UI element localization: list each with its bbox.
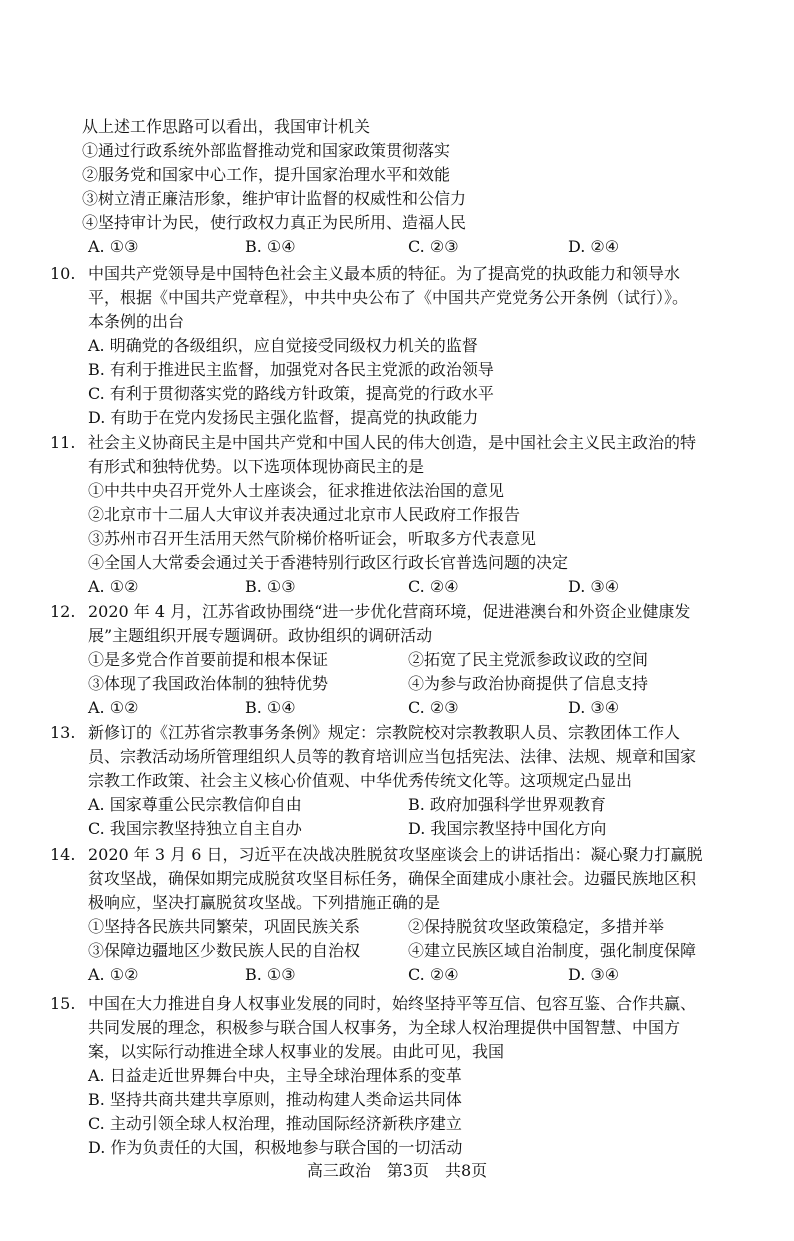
q15-stem-line-1: 中国在大力推进自身人权事业发展的同时，始终坚持平等互信、包容互鉴、合作共赢、 <box>88 994 697 1013</box>
q13-option-c: C. 我国宗教坚持独立自主自办 <box>88 819 302 838</box>
q14-item-3: ③保障边疆地区少数民族人民的自治权 <box>88 941 361 960</box>
q10-option-d: D. 有助于在党内发扬民主强化监督，提高党的执政能力 <box>88 408 479 427</box>
q15-option-d: D. 作为负责任的大国，积极地参与联合国的一切活动 <box>88 1138 463 1157</box>
q13-option-b: B. 政府加强科学世界观教育 <box>408 795 606 814</box>
q11-option-d: D. ③④ <box>568 577 620 596</box>
q12-item-2: ②拓宽了民主党派参政议政的空间 <box>408 650 649 669</box>
q9-item-2: ②服务党和国家中心工作，提升国家治理水平和效能 <box>82 165 451 184</box>
q14-item-4: ④建立民族区域自治制度，强化制度保障 <box>408 941 697 960</box>
q15-option-b: B. 坚持共商共建共享原则，推动构建人类命运共同体 <box>88 1090 462 1109</box>
q10-option-b: B. 有利于推进民主监督，加强党对各民主党派的政治领导 <box>88 360 494 379</box>
q12-item-1: ①是多党合作首要前提和根本保证 <box>88 650 329 669</box>
q13-stem-line-1: 新修订的《江苏省宗教事务条例》规定：宗教院校对宗教教职人员、宗教团体工作人 <box>88 723 681 742</box>
q14-option-c: C. ②④ <box>408 965 459 984</box>
q9-item-3: ③树立清正廉洁形象，维护审计监督的权威性和公信力 <box>82 189 467 208</box>
q14-item-1: ①坚持各民族共同繁荣，巩固民族关系 <box>88 917 361 936</box>
q11-item-1: ①中共中央召开党外人士座谈会，征求推进依法治国的意见 <box>88 481 505 500</box>
q12-option-d: D. ③④ <box>568 698 620 717</box>
q14-item-2: ②保持脱贫攻坚政策稳定，多措并举 <box>408 917 665 936</box>
q10-stem-line-2: 平，根据《中国共产党章程》，中共中央公布了《中国共产党党务公开条例（试行）》。 <box>88 288 689 307</box>
q11-option-a: A. ①② <box>88 577 139 596</box>
q11-stem-line-1: 社会主义协商民主是中国共产党和中国人民的伟大创造，是中国社会主义民主政治的特 <box>88 433 697 452</box>
q10-option-a: A. 明确党的各级组织，应自觉接受同级权力机关的监督 <box>88 336 478 355</box>
q14-option-d: D. ③④ <box>568 965 620 984</box>
q9-stem-line: 从上述工作思路可以看出，我国审计机关 <box>82 117 371 136</box>
q14-option-a: A. ①② <box>88 965 139 984</box>
q9-item-4: ④坚持审计为民，使行政权力真正为民所用、造福人民 <box>82 213 467 232</box>
q13-number: 13. <box>50 723 76 742</box>
q15-option-c: C. 主动引领全球人权治理，推动国际经济新秩序建立 <box>88 1114 462 1133</box>
q12-number: 12. <box>50 602 76 621</box>
q14-stem-line-2: 贫攻坚战，确保如期完成脱贫攻坚目标任务，确保全面建成小康社会。边疆民族地区积 <box>88 869 697 888</box>
q13-option-a: A. 国家尊重公民宗教信仰自由 <box>88 795 302 814</box>
q11-item-4: ④全国人大常委会通过关于香港特别行政区行政长官普选问题的决定 <box>88 553 569 572</box>
q10-stem-line-3: 本条例的出台 <box>88 312 185 331</box>
q13-option-d: D. 我国宗教坚持中国化方向 <box>408 819 607 838</box>
q12-option-c: C. ②③ <box>408 698 459 717</box>
q11-option-b: B. ①③ <box>245 577 296 596</box>
q13-stem-line-2: 员、宗教活动场所管理组织人员等的教育培训应当包括宪法、法律、法规、规章和国家 <box>88 747 697 766</box>
q9-item-1: ①通过行政系统外部监督推动党和国家政策贯彻落实 <box>82 141 451 160</box>
q11-option-c: C. ②④ <box>408 577 459 596</box>
q15-option-a: A. 日益走近世界舞台中央，主导全球治理体系的变革 <box>88 1066 462 1085</box>
q12-option-b: B. ①④ <box>245 698 296 717</box>
q9-option-c: C. ②③ <box>408 237 459 256</box>
q12-stem-line-2: 展”主题组织开展专题调研。政协组织的调研活动 <box>88 626 433 645</box>
q11-item-3: ③苏州市召开生活用天然气阶梯价格听证会，听取多方代表意见 <box>88 529 537 548</box>
q9-option-a: A. ①③ <box>88 237 139 256</box>
q11-stem-line-2: 有形式和独特优势。以下选项体现协商民主的是 <box>88 457 425 476</box>
q10-option-c: C. 有利于贯彻落实党的路线方针政策，提高党的行政水平 <box>88 384 494 403</box>
q12-item-4: ④为参与政治协商提供了信息支持 <box>408 674 649 693</box>
q12-option-a: A. ①② <box>88 698 139 717</box>
q15-number: 15. <box>50 994 76 1013</box>
q12-item-3: ③体现了我国政治体制的独特优势 <box>88 674 329 693</box>
q14-stem-line-3: 极响应，坚决打赢脱贫攻坚战。下列措施正确的是 <box>88 893 441 912</box>
q11-number: 11. <box>50 433 76 452</box>
q9-option-d: D. ②④ <box>568 237 620 256</box>
q12-stem-line-1: 2020 年 4 月，江苏省政协围绕“进一步优化营商环境，促进港澳台和外资企业健康发 <box>88 602 691 621</box>
q10-stem-line-1: 中国共产党领导是中国特色社会主义最本质的特征。为了提高党的执政能力和领导水 <box>88 264 681 283</box>
q15-stem-line-3: 案，以实际行动推进全球人权事业的发展。由此可见，我国 <box>88 1042 505 1061</box>
q14-option-b: B. ①③ <box>245 965 296 984</box>
q10-number: 10. <box>50 264 76 283</box>
page-footer: 高三政治 第3页 共8页 <box>306 1161 488 1180</box>
q15-stem-line-2: 共同发展的理念，积极参与联合国人权事务，为全球人权治理提供中国智慧、中国方 <box>88 1018 681 1037</box>
q11-item-2: ②北京市十二届人大审议并表决通过北京市人民政府工作报告 <box>88 505 521 524</box>
q14-number: 14. <box>50 845 76 864</box>
q13-stem-line-3: 宗教工作政策、社会主义核心价值观、中华优秀传统文化等。这项规定凸显出 <box>88 771 633 790</box>
q9-option-b: B. ①④ <box>245 237 296 256</box>
q14-stem-line-1: 2020 年 3 月 6 日，习近平在决战决胜脱贫攻坚座谈会上的讲话指出：凝心聚力打赢脱 <box>88 845 703 864</box>
